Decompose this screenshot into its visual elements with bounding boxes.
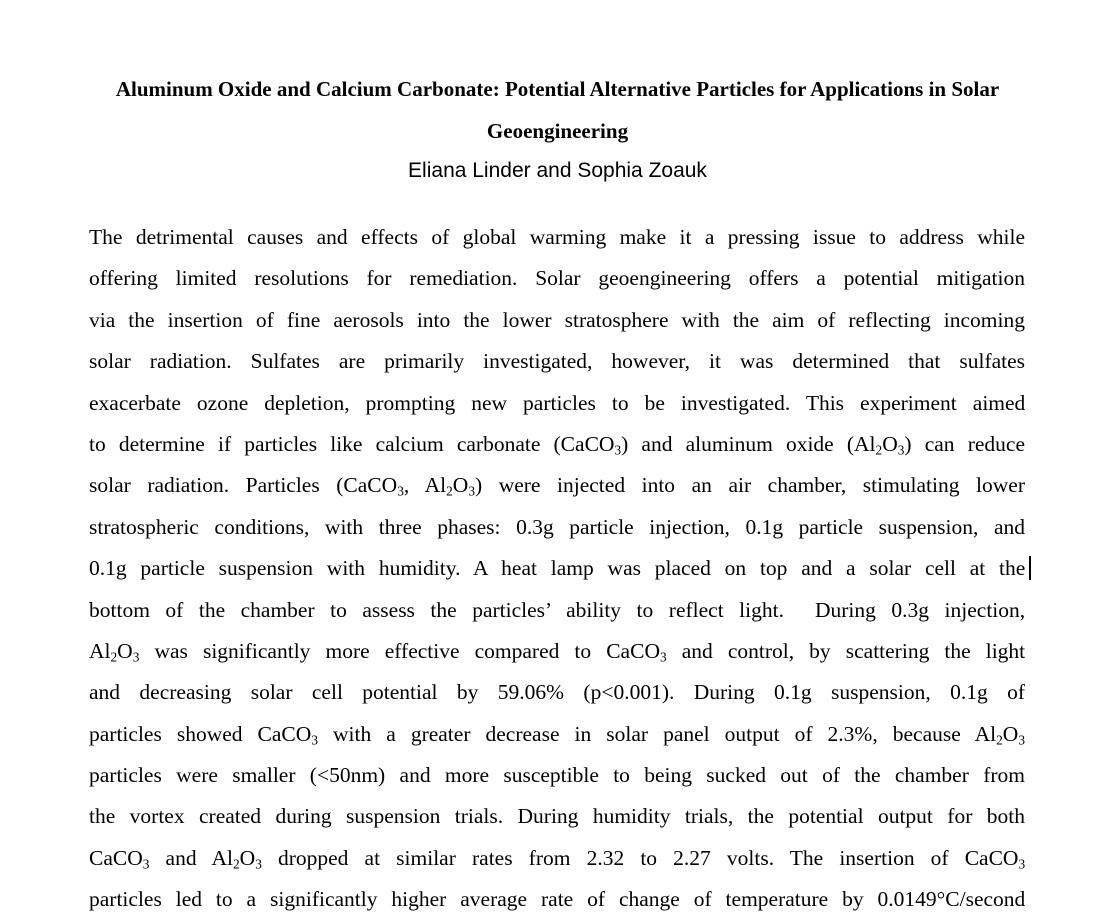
abstract-line [89,300,1025,341]
subscript: 3 [132,649,140,665]
text-run: ) were injected into an air chamber, stimulating lower [474,473,1026,498]
text-run: and Al [149,845,233,870]
text-run: dropped at similar rates from 2.32 to 2.27 volts. The insertion of CaCO [261,845,1019,870]
subscript: 3 [1018,732,1025,748]
text-run: The detrimental causes and effects of global warming make it a pressing issue to address while [89,225,1025,249]
text-run: the vortex created during suspension trials. During humidity trials, the potential output for both [89,804,1025,829]
text-run: exacerbate ozone depletion, prompting new particles to be investigated. This experiment aimed [89,390,1026,415]
text-run: stratospheric conditions, with three phases: 0.3g particle injection, 0.1g particle suspension, and [89,514,1025,539]
subscript: 3 [1018,856,1026,872]
subscript: 3 [397,483,404,499]
abstract-line [89,217,1025,258]
text-run: solar radiation. Particles (CaCO [89,473,398,498]
subscript: 3 [142,856,150,872]
subscript: 3 [311,732,318,748]
text-run: particles were smaller (<50nm) and more susceptible to being sucked out of the chamber from [89,763,1025,788]
text-run: solar radiation. Sulfates are primarily investigated, however, it was determined that sulfates [89,349,1026,374]
text-run: and control, by scattering the light [666,638,1026,663]
abstract-body[interactable] [89,217,1025,921]
abstract-line [89,755,1025,796]
abstract-line [89,341,1025,382]
subscript: 2 [996,732,1003,748]
text-run: 0.1g particle suspension with humidity. A heat lamp was placed on top and a solar cell at the [89,556,1026,581]
abstract-line [89,424,1025,465]
subscript: 2 [233,856,240,872]
abstract-line [89,631,1025,672]
paper-authors: Eliana Linder and Sophia Zoauk [408,159,707,182]
abstract-line [89,672,1025,713]
abstract-line [89,465,1025,506]
abstract-line [89,796,1025,837]
subscript: 2 [110,649,118,665]
text-run: to determine if particles like calcium carbonate (CaCO [89,431,615,456]
paper-title: Aluminum Oxide and Calcium Carbonate: Potential Alternative Particles for Applications in Solar Geoengineering [115,77,1000,143]
text-run: via the insertion of fine aerosols into the lower stratosphere with the aim of reflecting incoming [89,307,1025,332]
text-run: , Al [403,473,447,498]
abstract-line [89,383,1025,424]
text-run: particles led to a significantly higher average rate of change of temperature by 0.0149°C/second [89,887,1026,912]
subscript: 3 [255,856,262,872]
subscript: 3 [897,442,905,458]
text-run: was significantly more effective compared to CaCO [139,638,660,663]
abstract-line [89,879,1025,920]
subscript: 3 [659,649,667,665]
text-run: ) can reduce [904,431,1025,456]
subscript: 2 [875,442,883,458]
text-run: O [452,473,469,498]
subscript: 3 [614,442,622,458]
text-run: CaCO [89,845,143,870]
text-run: O [882,431,898,456]
text-run: O [117,638,133,663]
text-run: O [1002,721,1019,746]
text-run: Al [89,638,111,663]
abstract-line [89,258,1025,299]
text-run: bottom of the chamber to assess the particles’ ability to reflect light. During 0.3g injection, [89,597,1026,622]
subscript: 2 [446,483,453,499]
abstract-line [89,590,1025,631]
text-run: O [239,845,256,870]
abstract-line [89,714,1025,755]
subscript: 3 [468,483,475,499]
abstract-line [89,507,1025,548]
text-run: and decreasing solar cell potential by 59.06% (p<0.001). During 0.1g suspension, 0.1g of [89,680,1026,705]
text-run: particles showed CaCO [89,721,312,746]
abstract-line [89,838,1025,879]
text-run: offering limited resolutions for remediation. Solar geoengineering offers a potential mitigation [89,266,1025,291]
text-cursor [1029,556,1031,580]
text-run: with a greater decrease in solar panel output of 2.3%, because Al [317,721,997,746]
abstract-line [89,548,1025,589]
text-run: ) and aluminum oxide (Al [621,431,876,456]
